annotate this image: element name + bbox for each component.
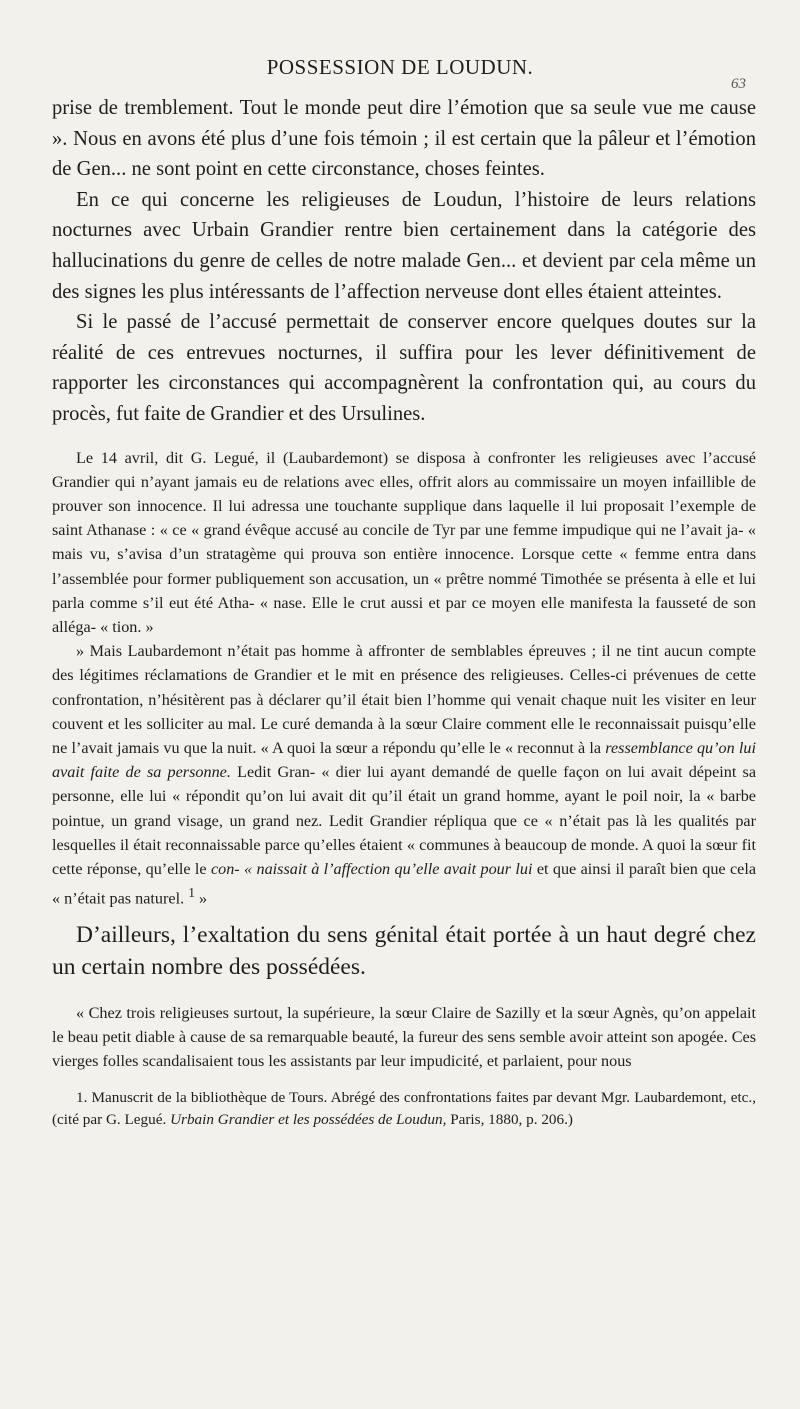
- quote-italic: ressemblance qu’on lui avait faite de sa personne.: [52, 738, 756, 782]
- paragraph-3: Si le passé de l’accusé permettait de conserver encore quelques doutes sur la réalité de ces entrevues nocturnes, il suffira pour les lever définitivement de rapporter les circonstances qui accompagnèrent la confrontation qui, au cours du procès, fut faite de Grandier et des Ursulines.: [52, 311, 756, 425]
- footnote-text-end: Paris, 1880, p. 206.): [450, 1110, 573, 1128]
- paragraph-2: En ce qui concerne les religieuses de Loudun, l’histoire de leurs relations nocturnes avec Urbain Grandier rentre bien certainement dans la catégorie des hallucinations du genre de celles de notre malade Gen... et devient par cela même un des signes les plus intéressants de l’affection nerveuse dont elles étaient atteintes.: [52, 188, 756, 303]
- footnote-text: 1. Manuscrit de la bibliothèque de Tours. Abrégé des confrontations faites par devant Mgr. Laubardemont, etc., (cité par G. Legué.: [52, 1089, 756, 1128]
- body-text: [52, 93, 756, 1130]
- page-number: 63: [731, 76, 746, 92]
- footnote: [52, 1087, 756, 1130]
- paragraph-1: prise de tremblement. Tout le monde peut dire l’émotion que sa seule vue me cause ». Nous en avons été plus d’une fois témoin ; il est certain que la pâleur et l’émotion de Gen... ne sont point en cette circonstance, choses feintes.: [52, 97, 756, 181]
- quote-paragraph-2: [52, 639, 756, 911]
- quote-text: Ledit Gran- « dier lui ayant demandé de quelle façon on lui avait dépeint sa personne, elle lui « répondit qu’on lui avait dit qu’il était un grand homme, ayant le poil noir, la « barbe pointue, un grand visage, un grand nez. Ledit Grandier répliqua que ce « n’était pas là les qualités par lesquelles il était reconnaissable parce qu’elles étaient « communes à beaucoup de monde. A quoi la sœur fit cette réponse, qu’elle le: [52, 763, 757, 878]
- quote-paragraph-3: « Chez trois religieuses surtout, la supérieure, la sœur Claire de Sazilly et la sœur Agnès, qu’on appelait le beau petit diable à cause de sa remarquable beauté, la fureur des sens semble avoir atteint son apogée. Ces vierges folles scandalisaient tous les assistants par leur impudicité, et parlaient, pour nous: [52, 1003, 756, 1071]
- paragraph-4: D’ailleurs, l’exaltation du sens génital était portée à un haut degré chez un certain nombre des possédées.: [52, 921, 756, 980]
- running-head: POSSESSION DE LOUDUN.: [266, 55, 534, 79]
- quote-italic: con- « naissait à l’affection qu’elle avait pour lui: [210, 859, 533, 878]
- quote-text: » Mais Laubardemont n’était pas homme à affronter de semblables épreuves ; il ne tint aucun compte des légitimes réclamations de Grandier et le mit en présence des religieuses. Celles-ci prévenues de cette confrontation, n’hésitèrent pas à déclarer qu’il était bien l’homme qui venait chaque nuit les visiter en leur couvent et les solliciter au mal. Le curé demanda à la sœur Claire comment elle le reconnaissait puisqu’elle ne l’avait jamais vu que la nuit. « A quoi la sœur a répondu qu’elle le « reconnut à la: [52, 642, 756, 757]
- quote-close: »: [199, 889, 208, 908]
- footnote-ref: 1: [188, 885, 195, 901]
- quote-text: et que ainsi il paraît bien que cela « n’était pas naturel.: [52, 859, 756, 908]
- footnote-title: Urbain Grandier et les possédées de Loudun,: [170, 1110, 447, 1128]
- quote-paragraph-1: Le 14 avril, dit G. Legué, il (Laubardemont) se disposa à confronter les religieuses avec l’accusé Grandier qui n’ayant jamais eu de relations avec elles, offrit alors au commissaire un moyen infaillible de prouver son innocence. Il lui adressa une touchante supplique dans laquelle il lui proposait l’exemple de saint Athanase : « ce « grand évêque accusé au concile de Tyr par une femme impudique qui ne l’avait ja- « mais vu, s’avisa d’un stratagème qui prouva son entière innocence. Lorsque cette « femme entra dans l’assemblée pour former publiquement son accusation, un « prêtre nommé Timothée se présenta à elle et lui parla comme s’il eut été Atha- « nase. Elle le crut aussi et par ce moyen elle manifesta la fausseté de son alléga- « tion. »: [52, 448, 756, 636]
